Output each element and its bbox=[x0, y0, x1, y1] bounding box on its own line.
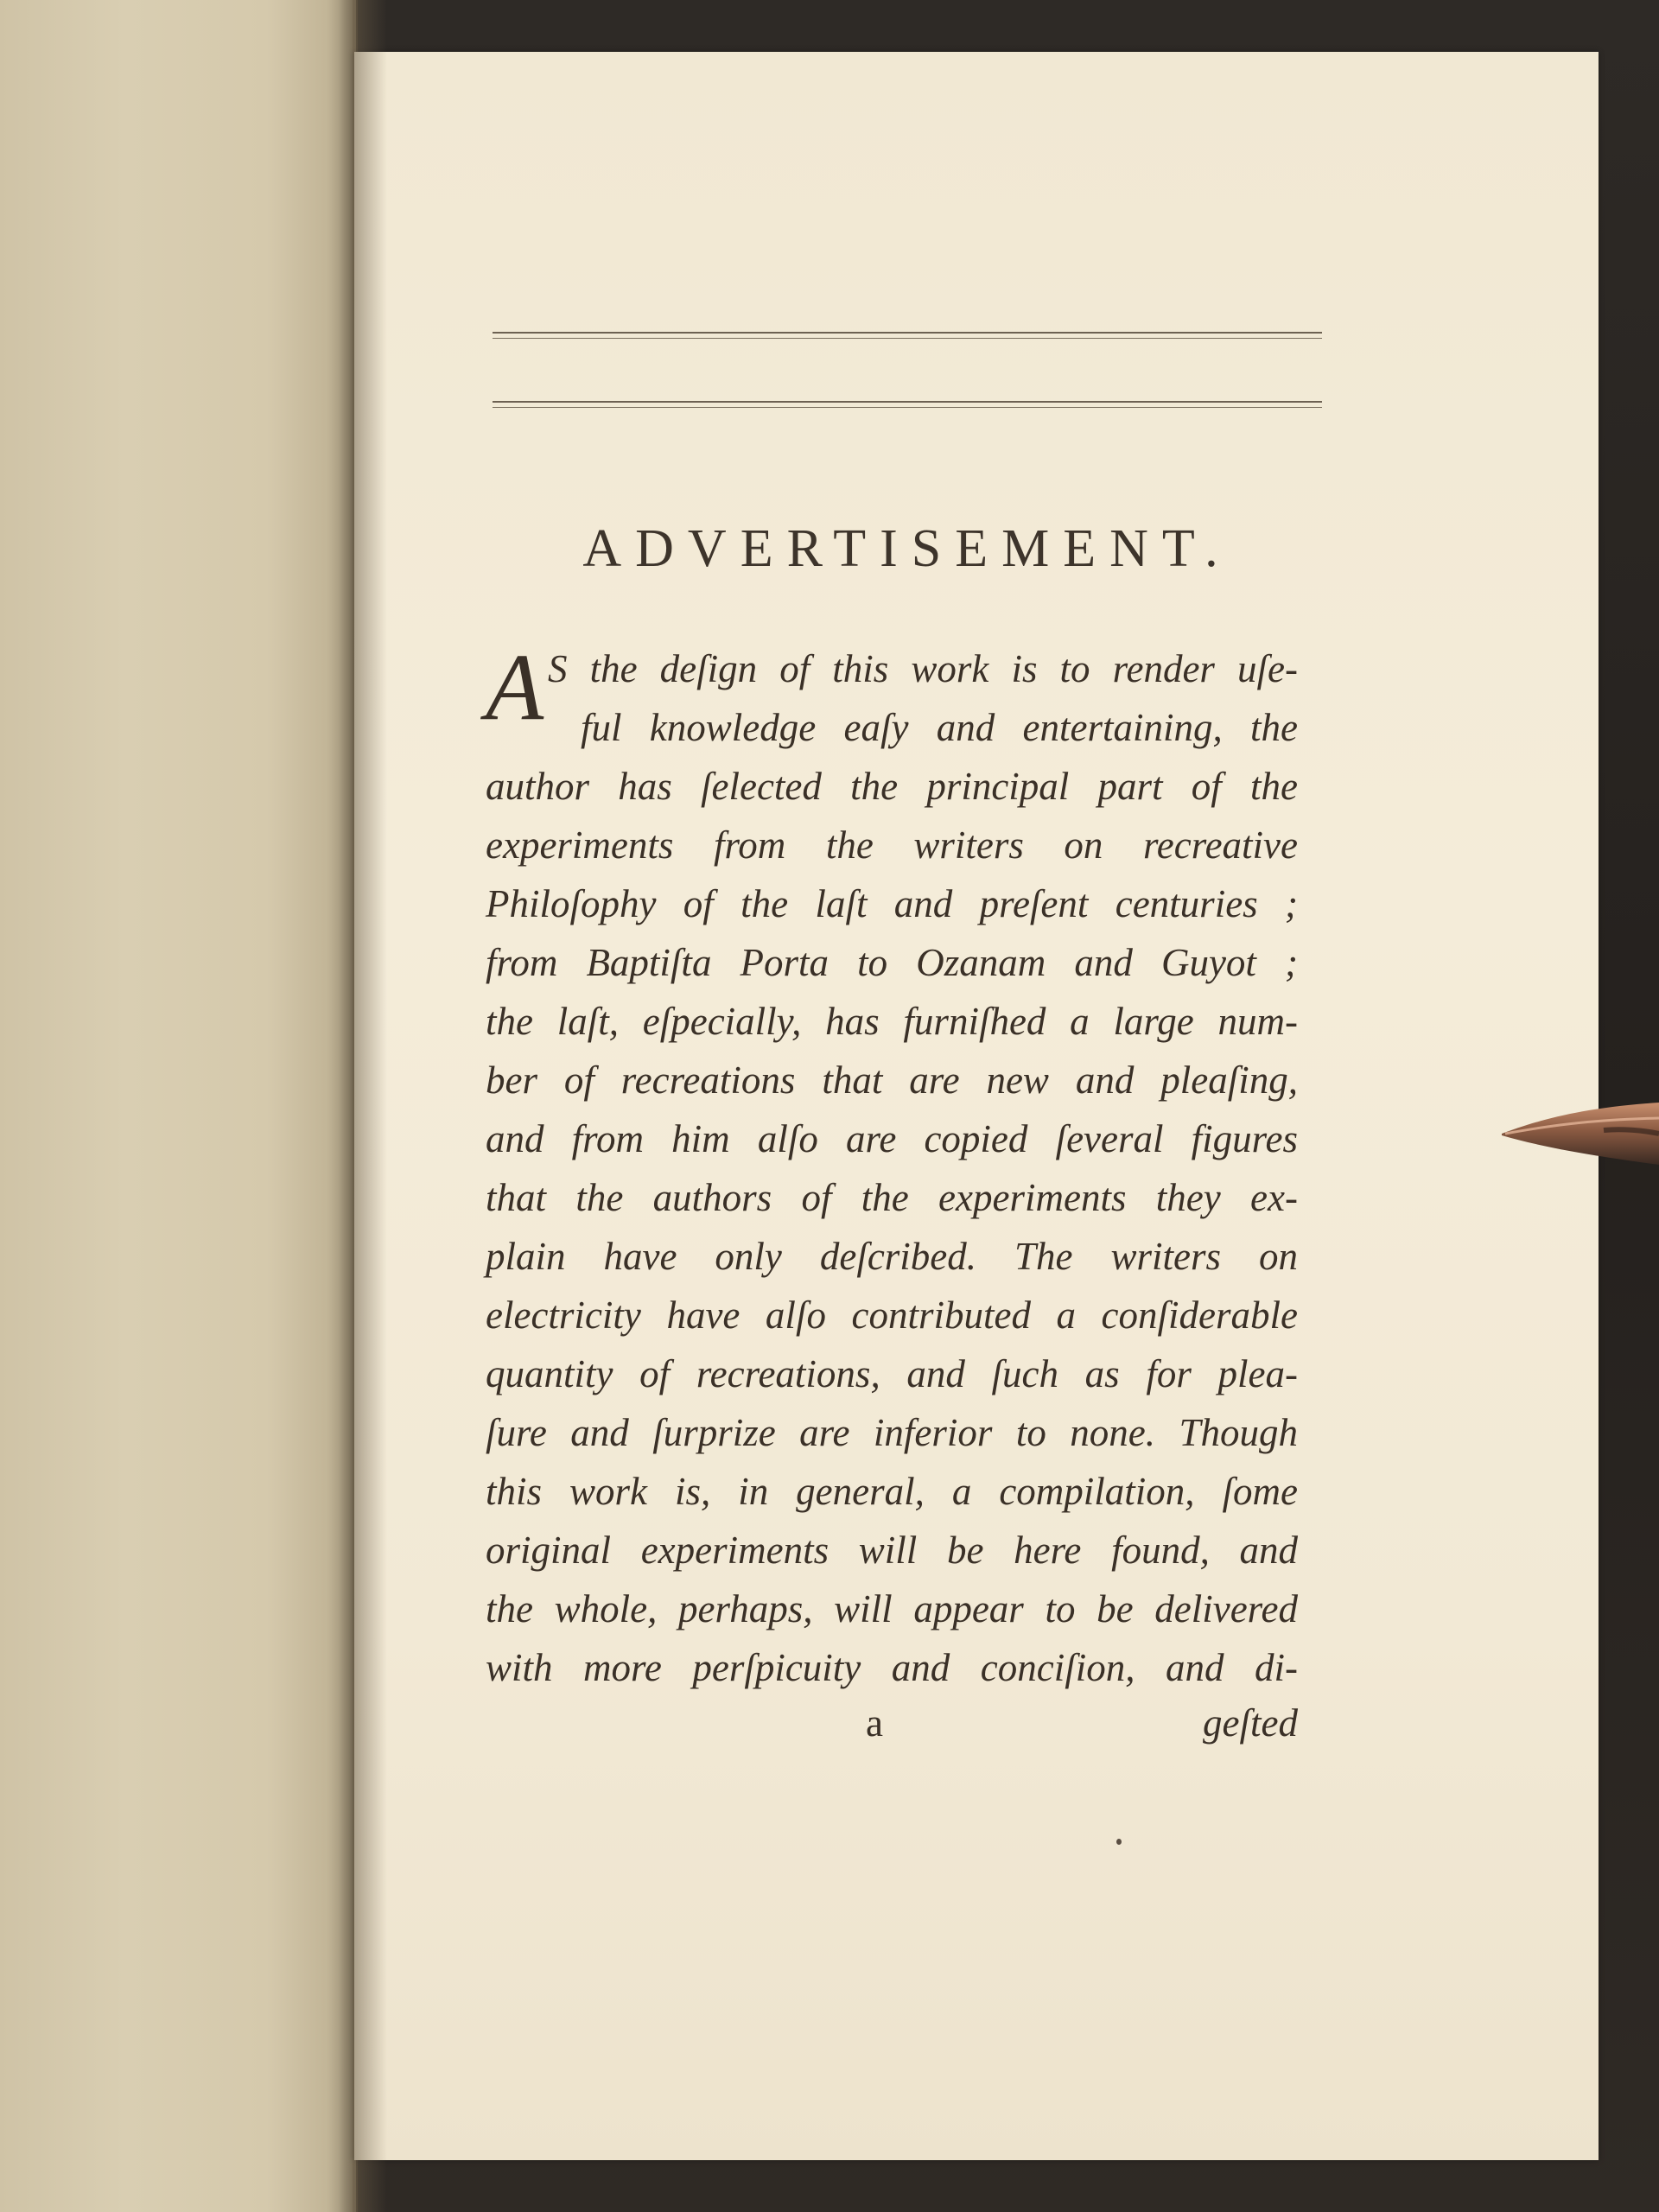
rule-line bbox=[493, 401, 1322, 403]
pen-tip-icon bbox=[1500, 1096, 1659, 1170]
text-line: electricity have alſo contributed a conſiderable bbox=[486, 1294, 1298, 1337]
text-line: author has ſelected the principal part of the bbox=[486, 765, 1298, 808]
text-line: plain have only deſcribed. The writers on bbox=[486, 1235, 1298, 1278]
gutter-shadow bbox=[353, 0, 387, 2212]
text-line: from Baptiſta Porta to Ozanam and Guyot ; bbox=[486, 941, 1298, 984]
text-line: the whole, perhaps, will appear to be delivered bbox=[486, 1587, 1298, 1630]
catchword: geſted bbox=[1203, 1701, 1298, 1745]
text-line: original experiments will be here found, and bbox=[486, 1529, 1298, 1572]
rule-line bbox=[493, 332, 1322, 334]
text-line: and from him alſo are copied ſeveral figures bbox=[486, 1117, 1298, 1160]
text-line: the laſt, eſpecially, has furniſhed a large num- bbox=[486, 1000, 1298, 1043]
text-line: this work is, in general, a compilation, ſome bbox=[486, 1470, 1298, 1513]
page-footer bbox=[486, 1700, 1298, 1761]
text-line: Philoſophy of the laſt and preſent centuries ; bbox=[486, 882, 1298, 925]
advertisement-body bbox=[486, 634, 1298, 1697]
text-line: that the authors of the experiments they ex- bbox=[486, 1176, 1298, 1219]
text-line: ful knowledge eaſy and entertaining, the bbox=[581, 706, 1298, 749]
ink-speck bbox=[1116, 1839, 1122, 1845]
text-line: ber of recreations that are new and pleaſing, bbox=[486, 1058, 1298, 1102]
left-facing-page bbox=[0, 0, 356, 2212]
rule-line bbox=[493, 407, 1322, 408]
drop-cap-letter: A bbox=[486, 634, 544, 740]
text-line: experiments from the writers on recreative bbox=[486, 823, 1298, 867]
second-double-rule bbox=[493, 401, 1322, 412]
page-heading: ADVERTISEMENT. bbox=[582, 519, 1232, 578]
rule-line bbox=[493, 338, 1322, 339]
text-line: ſure and ſurprize are inferior to none. Though bbox=[486, 1411, 1298, 1454]
top-double-rule bbox=[493, 332, 1322, 343]
text-line: quantity of recreations, and ſuch as for plea- bbox=[486, 1352, 1298, 1395]
text-line: with more perſpicuity and conciſion, and di- bbox=[486, 1646, 1298, 1689]
text-line: S the deſign of this work is to render uſe- bbox=[548, 647, 1298, 690]
signature-mark: a bbox=[866, 1701, 883, 1745]
